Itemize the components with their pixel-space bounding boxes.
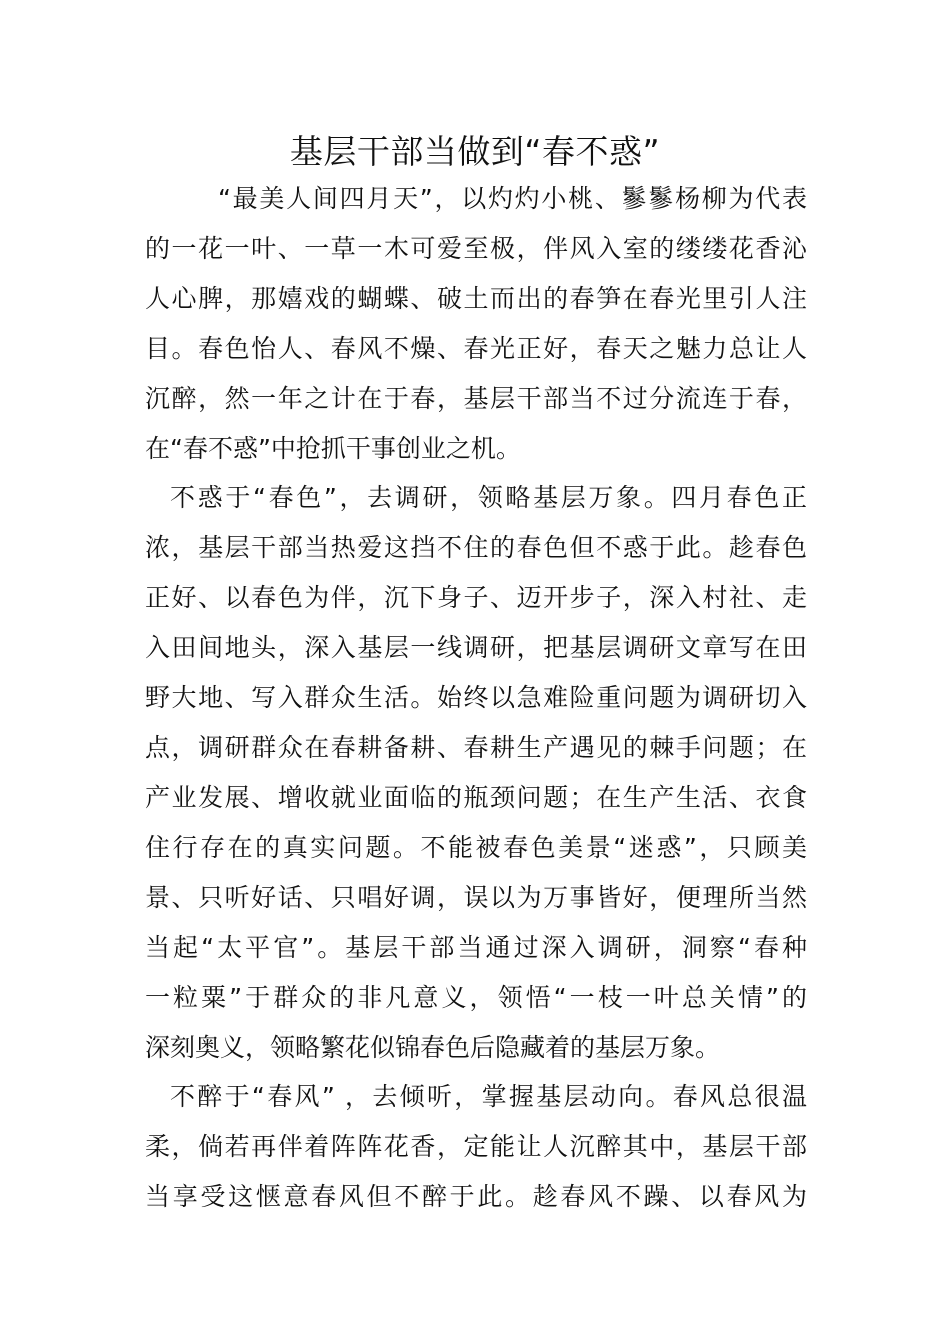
- paragraph-2-line-4: 入田间地头，深入基层一线调研，把基层调研文章写在田: [145, 633, 807, 662]
- paragraph-2-line-9: 景、只听好话、只唱好调，误以为万事皆好，便理所当然: [145, 883, 807, 912]
- paragraph-2-line-1: 不惑于“春色”，去调研，领略基层万象。四月春色正: [170, 483, 807, 512]
- paragraph-1-line-6: 在“春不惑”中抢抓干事创业之机。: [145, 434, 521, 463]
- paragraph-1-line-5: 沉醉，然一年之计在于春，基层干部当不过分流连于春，: [145, 384, 807, 413]
- paragraph-2-line-7: 产业发展、增收就业面临的瓶颈问题；在生产生活、衣食: [145, 783, 807, 812]
- paragraph-1-line-1: “最美人间四月天”，以灼灼小桃、鬖鬖杨柳为代表: [218, 184, 807, 213]
- paragraph-3-line-1: 不醉于“春风” ，去倾听，掌握基层动向。春风总很温: [170, 1082, 807, 1111]
- paragraph-2-line-5: 野大地、写入群众生活。始终以急难险重问题为调研切入: [145, 683, 807, 712]
- paragraph-2-line-10: 当起“太平官”。基层干部当通过深入调研，洞察“春种: [145, 933, 807, 962]
- paragraph-3-line-3: 当享受这惬意春风但不醉于此。趁春风不躁、以春风为: [145, 1182, 807, 1211]
- paragraph-2-line-8: 住行存在的真实问题。不能被春色美景“迷惑”，只顾美: [145, 833, 807, 862]
- paragraph-2-line-12: 深刻奥义，领略繁花似锦春色后隐藏着的基层万象。: [145, 1033, 721, 1062]
- paragraph-2-line-6: 点，调研群众在春耕备耕、春耕生产遇见的棘手问题；在: [145, 733, 807, 762]
- paragraph-1-line-3: 人心脾，那嬉戏的蝴蝶、破土而出的春笋在春光里引人注: [145, 284, 807, 313]
- paragraph-2-line-3: 正好、以春色为伴，沉下身子、迈开步子，深入村社、走: [145, 583, 807, 612]
- paragraph-3-line-2: 柔，倘若再伴着阵阵花香，定能让人沉醉其中，基层干部: [145, 1132, 807, 1161]
- paragraph-2-line-2: 浓，基层干部当热爱这挡不住的春色但不惑于此。趁春色: [145, 533, 807, 562]
- paragraph-1-line-2: 的一花一叶、一草一木可爱至极，伴风入室的缕缕花香沁: [145, 234, 807, 263]
- paragraph-2-line-11: 一粒粟”于群众的非凡意义，领悟“一枝一叶总关情”的: [145, 983, 807, 1012]
- document-title: 基层干部当做到“春不惑”: [289, 132, 661, 171]
- paragraph-1-line-4: 目。春色怡人、春风不燥、春光正好，春天之魅力总让人: [145, 334, 807, 363]
